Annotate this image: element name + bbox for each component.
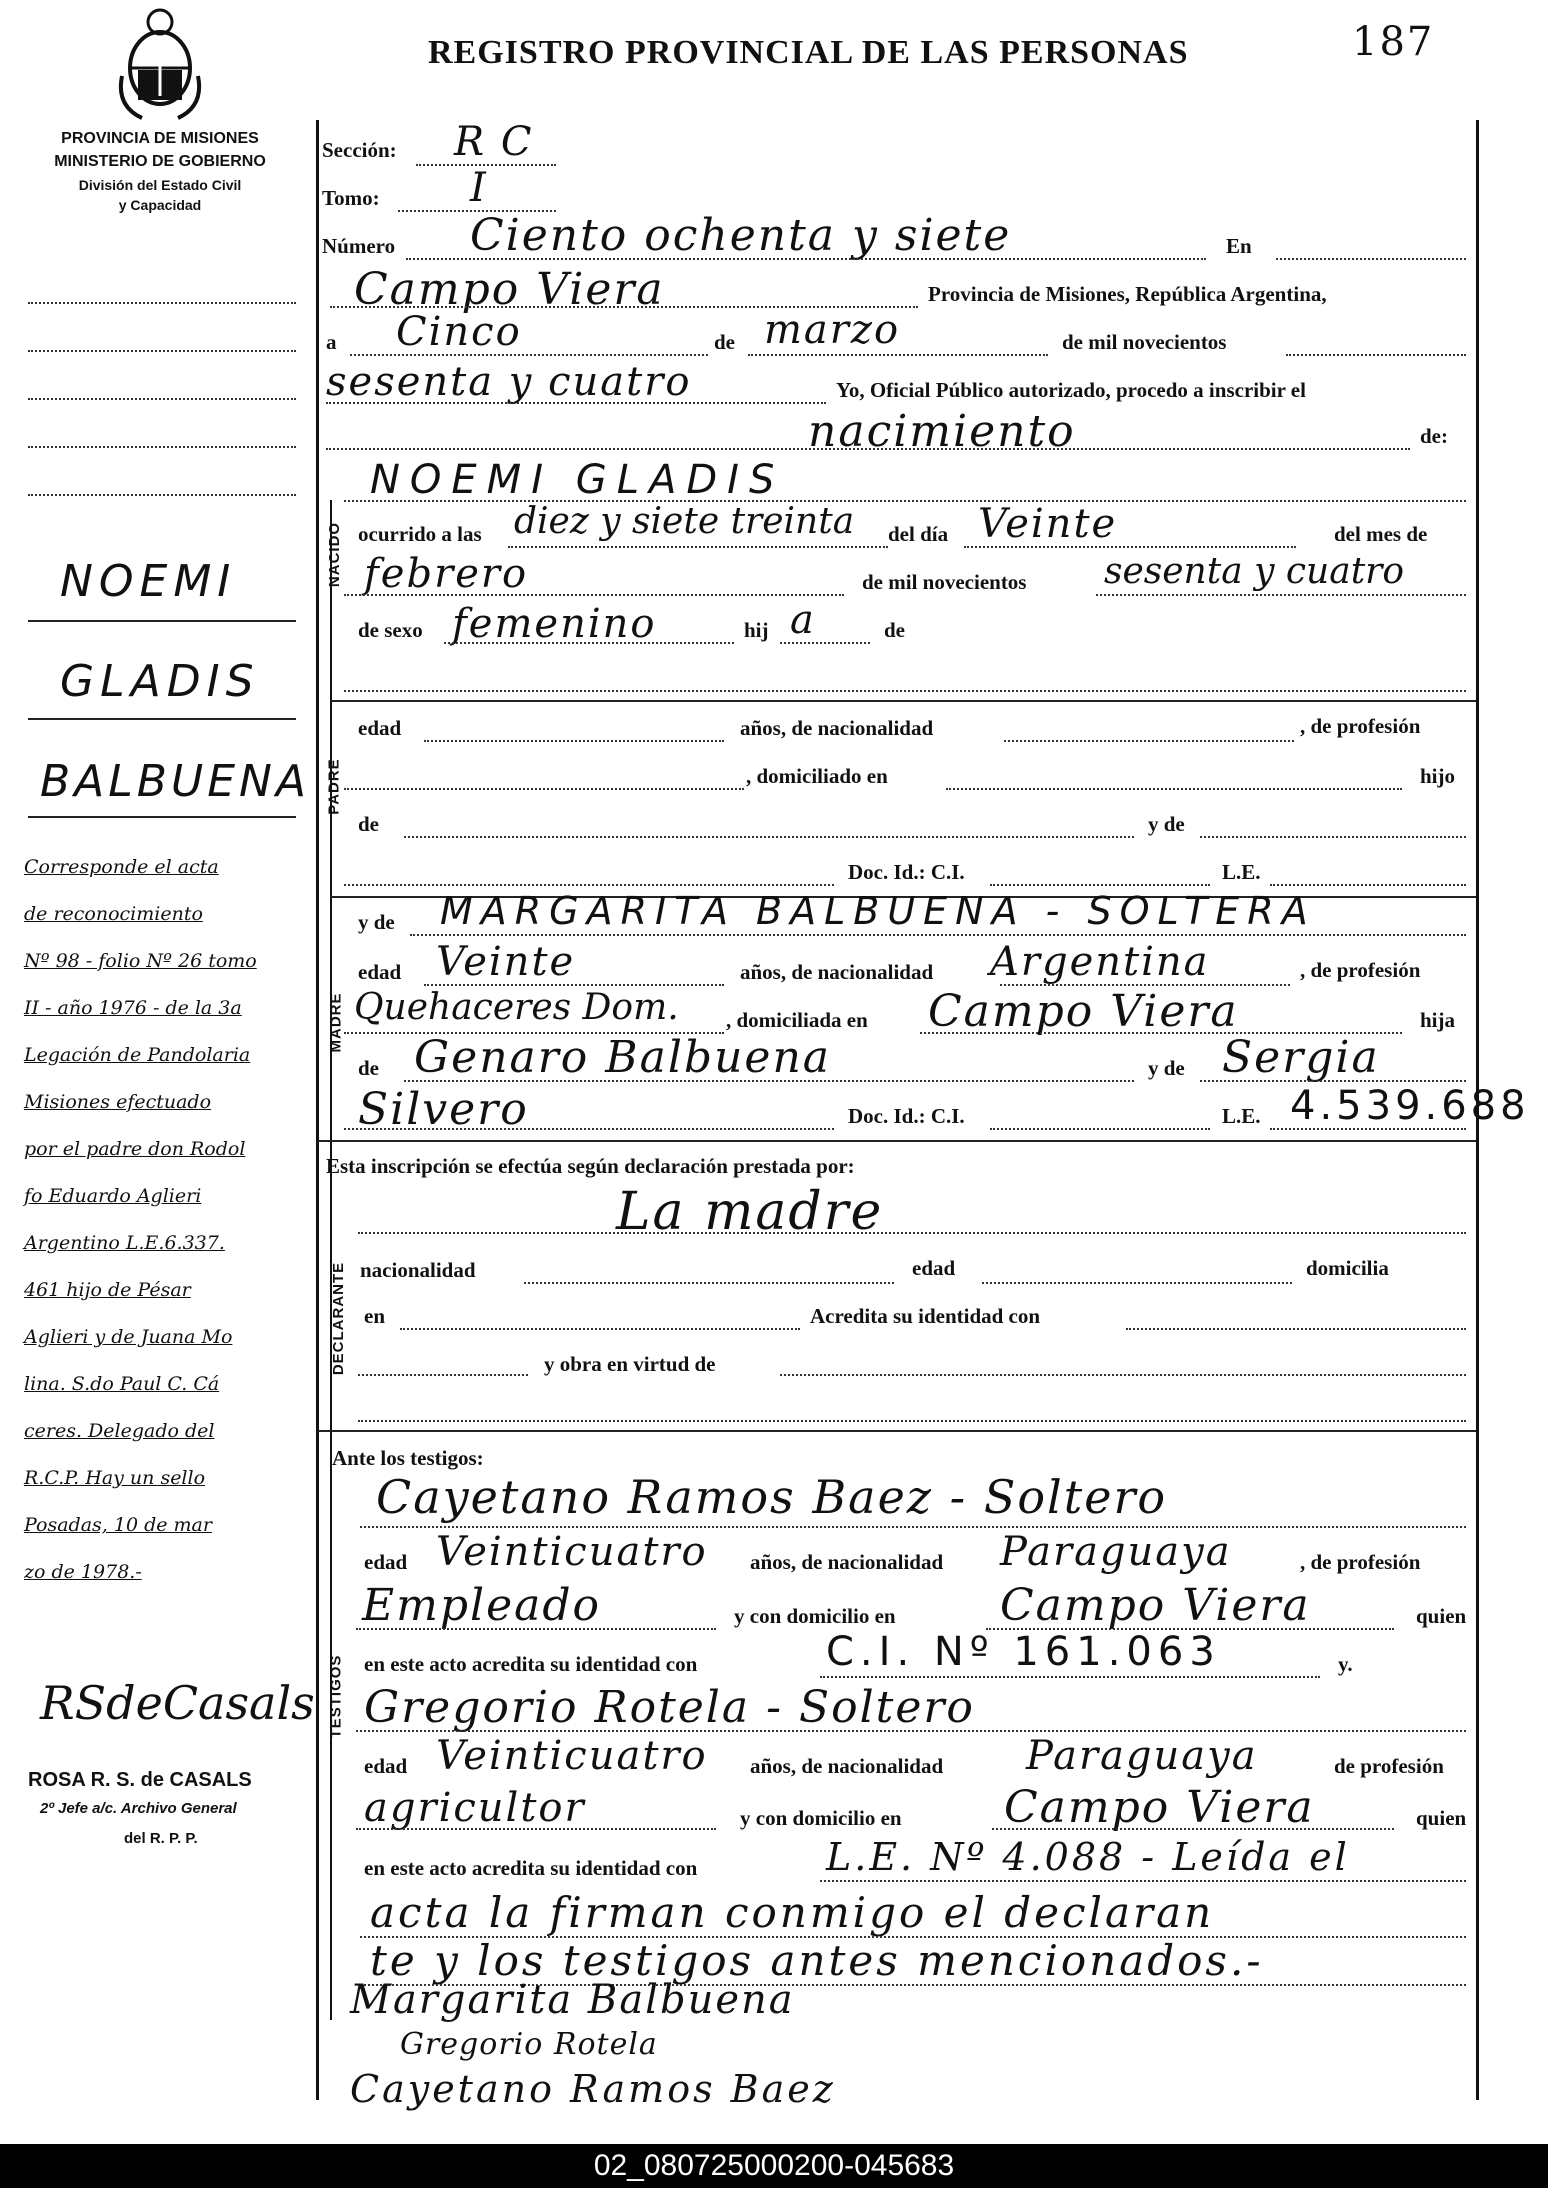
- margin-note-line: zo de 1978.-: [24, 1561, 142, 1583]
- value-numero: Ciento ochenta y siete: [470, 210, 1012, 261]
- label-madre-profesion: , de profesión: [1300, 958, 1421, 982]
- label-t2-profesion: de profesión: [1334, 1754, 1444, 1778]
- label-decl-obra: y obra en virtud de: [544, 1352, 716, 1376]
- value-mes: marzo: [764, 307, 901, 353]
- label-padre-doc: Doc. Id.: C.I.: [848, 860, 965, 884]
- label-testigos: TESTIGOS: [327, 1654, 345, 1739]
- margin-note-line: fo Eduardo Aglieri: [24, 1185, 202, 1207]
- value-testigo2: Gregorio Rotela - Soltero: [364, 1682, 975, 1733]
- signature-madre: Margarita Balbuena: [350, 1977, 795, 2023]
- margin-note-line: Legación de Pandolaria: [24, 1044, 251, 1066]
- value-madre-madre-2: Silvero: [358, 1084, 529, 1135]
- label-inscripcion: Esta inscripción se efectúa según declaración prestada por:: [326, 1154, 855, 1178]
- label-t2-acredita: en este acto acredita su identidad con: [364, 1856, 698, 1880]
- label-provincia: Provincia de Misiones, República Argentina,: [928, 282, 1327, 306]
- stamp-name: ROSA R. S. de CASALS: [28, 1769, 252, 1791]
- label-t1-domicilio: y con domicilio en: [734, 1604, 896, 1628]
- label-en: En: [1226, 234, 1252, 258]
- label-padre-profesion: , de profesión: [1300, 714, 1421, 738]
- value-madre-prof: Quehaceres Dom.: [354, 987, 679, 1028]
- label-del-dia: del día: [888, 522, 949, 546]
- value-madre-le: 4.539.688: [1290, 1083, 1530, 1129]
- margin-note-line: por el padre don Rodol: [24, 1138, 246, 1160]
- label-madre-edad: edad: [358, 960, 402, 984]
- page-number: 187: [1352, 19, 1435, 65]
- label-de-sexo: de sexo: [358, 618, 423, 642]
- value-tomo: I: [470, 165, 488, 211]
- label-t2-domicilio: y con domicilio en: [740, 1806, 902, 1830]
- value-seccion: R C: [454, 119, 534, 165]
- office-line-1: PROVINCIA DE MISIONES: [61, 130, 259, 147]
- stamp-role: 2º Jefe a/c. Archivo General: [40, 1800, 237, 1817]
- value-t2-doc: L.E. Nº 4.088 - Leída el: [826, 1835, 1350, 1879]
- label-seccion: Sección:: [322, 138, 397, 162]
- label-madre-y-de: y de: [358, 910, 395, 934]
- office-line-4: y Capacidad: [118, 197, 202, 213]
- label-hij: hij: [744, 618, 769, 642]
- label-padre: PADRE: [325, 758, 343, 815]
- value-dia-nac: Veinte: [978, 501, 1118, 547]
- value-t1-edad: Veinticuatro: [436, 1529, 708, 1575]
- margin-note-line: Aglieri y de Juana Mo: [24, 1326, 233, 1348]
- margin-given-name-1: NOEMI: [60, 556, 237, 607]
- label-de-colon: de:: [1420, 424, 1448, 448]
- margin-note-line: Posadas, 10 de mar: [24, 1514, 212, 1536]
- value-dia: Cinco: [396, 309, 522, 355]
- value-anio: sesenta y cuatro: [326, 359, 692, 405]
- label-padre-de: de: [358, 812, 379, 836]
- label-padre-edad: edad: [358, 716, 402, 740]
- value-madre-nombre: MARGARITA BALBUENA - SOLTERA: [440, 889, 1316, 933]
- label-madre-de: de: [358, 1056, 379, 1080]
- label-t1-profesion: , de profesión: [1300, 1550, 1421, 1574]
- value-lugar: Campo Viera: [354, 264, 665, 315]
- label-ocurrido: ocurrido a las: [358, 522, 482, 546]
- label-madre-anos: años, de nacionalidad: [740, 960, 934, 984]
- label-numero: Número: [322, 234, 396, 258]
- label-madre-y-de-2: y de: [1148, 1056, 1185, 1080]
- label-declarante: DECLARANTE: [330, 1261, 348, 1376]
- value-t1-dom: Campo Viera: [1000, 1580, 1311, 1631]
- value-t1-doc: C.I. Nº 161.063: [826, 1629, 1221, 1675]
- label-t2-anos: años, de nacionalidad: [750, 1754, 944, 1778]
- margin-surname: BALBUENA: [40, 756, 311, 807]
- label-nacido: NACIDO: [326, 521, 344, 588]
- document-title: REGISTRO PROVINCIAL DE LAS PERSONAS: [428, 34, 1189, 71]
- margin-note-line: Misiones efectuado: [24, 1091, 212, 1113]
- margin-signature: RSdeCasals: [40, 1676, 315, 1730]
- margin-note-line: Corresponde el acta: [24, 856, 219, 878]
- label-t2-edad: edad: [364, 1754, 408, 1778]
- label-madre: MADRE: [327, 992, 345, 1053]
- label-t1-acredita: en este acto acredita su identidad con: [364, 1652, 698, 1676]
- value-testigo1: Cayetano Ramos Baez - Soltero: [376, 1470, 1168, 1524]
- value-tipo: nacimiento: [808, 406, 1076, 457]
- label-t1-y: y.: [1338, 1652, 1353, 1676]
- margin-note-line: II - año 1976 - de la 3a: [24, 997, 242, 1019]
- label-madre-doc: Doc. Id.: C.I.: [848, 1104, 965, 1128]
- value-mes-nac: febrero: [364, 551, 529, 597]
- value-sexo: femenino: [452, 601, 657, 647]
- border-left: [316, 120, 319, 2100]
- label-decl-acredita: Acredita su identidad con: [810, 1304, 1041, 1328]
- value-madre-dom: Campo Viera: [928, 986, 1239, 1037]
- value-t2-edad: Veinticuatro: [436, 1733, 708, 1779]
- label-decl-edad: edad: [912, 1256, 956, 1280]
- label-padre-y-de: y de: [1148, 812, 1185, 836]
- footer-bar: [0, 2144, 1548, 2188]
- signature-testigo-1: Cayetano Ramos Baez: [350, 2067, 836, 2111]
- label-mil-novecientos: de mil novecientos: [1062, 330, 1227, 354]
- office-line-2: MINISTERIO DE GOBIERNO: [54, 153, 266, 170]
- value-closing-1: acta la firman conmigo el declaran: [370, 1888, 1215, 1937]
- label-de-mil: de mil novecientos: [862, 570, 1027, 594]
- margin-given-name-2: GLADIS: [60, 656, 260, 707]
- value-madre-padre: Genaro Balbuena: [414, 1032, 832, 1083]
- label-decl-en: en: [364, 1304, 385, 1328]
- value-declarante: La madre: [616, 1182, 884, 1242]
- coat-of-arms-icon: [112, 6, 208, 124]
- margin-note-line: 461 hijo de Pésar: [24, 1279, 191, 1301]
- value-t1-nac: Paraguaya: [1000, 1529, 1232, 1575]
- value-t1-prof: Empleado: [362, 1580, 602, 1631]
- label-t1-quien: quien: [1416, 1604, 1467, 1628]
- footer-code: 02_080725000200-045683: [593, 2149, 955, 2182]
- margin-note-line: ceres. Delegado del: [24, 1420, 215, 1442]
- label-a: a: [326, 330, 337, 354]
- margin-note-line: Argentino L.E.6.337.: [24, 1232, 225, 1254]
- label-tomo: Tomo:: [322, 186, 380, 210]
- margin-note-line: R.C.P. Hay un sello: [24, 1467, 206, 1489]
- label-padre-le: L.E.: [1222, 860, 1261, 884]
- label-ante: Ante los testigos:: [332, 1446, 484, 1470]
- value-nombre: NOEMI GLADIS: [370, 457, 785, 503]
- value-madre-madre-1: Sergia: [1222, 1032, 1380, 1083]
- margin-note-line: lina. S.do Paul C. Cá: [24, 1373, 220, 1395]
- value-hij-suffix: a: [790, 597, 816, 643]
- label-madre-hija: hija: [1420, 1008, 1456, 1032]
- label-t2-quien: quien: [1416, 1806, 1467, 1830]
- label-t1-edad: edad: [364, 1550, 408, 1574]
- signature-testigo-2: Gregorio Rotela: [400, 2027, 658, 2062]
- value-anio-nac: sesenta y cuatro: [1104, 551, 1405, 592]
- value-madre-nac: Argentina: [990, 939, 1210, 985]
- label-decl-domicilia: domicilia: [1306, 1256, 1389, 1280]
- office-block: [10, 130, 310, 213]
- margin-note-line: de reconocimiento: [24, 903, 203, 925]
- label-padre-hijo: hijo: [1420, 764, 1456, 788]
- label-madre-domiciliada: , domiciliada en: [726, 1008, 868, 1032]
- label-oficial: Yo, Oficial Público autorizado, procedo a inscribir el: [836, 378, 1306, 402]
- value-t2-nac: Paraguaya: [1026, 1733, 1258, 1779]
- office-line-3: División del Estado Civil: [78, 177, 242, 193]
- value-madre-edad: Veinte: [436, 939, 576, 985]
- stamp-extra: del R. P. P.: [124, 1830, 198, 1847]
- value-closing-2: te y los testigos antes mencionados.-: [370, 1936, 1264, 1985]
- margin-note: [24, 858, 257, 1582]
- label-madre-le: L.E.: [1222, 1104, 1261, 1128]
- label-padre-anos: años, de nacionalidad: [740, 716, 934, 740]
- label-decl-nacionalidad: nacionalidad: [360, 1258, 476, 1282]
- value-t2-prof: agricultor: [364, 1785, 586, 1831]
- label-de-hij: de: [884, 618, 905, 642]
- value-hora: diez y siete treinta: [514, 501, 855, 542]
- label-padre-domiciliado: , domiciliado en: [746, 764, 888, 788]
- value-t2-dom: Campo Viera: [1004, 1782, 1315, 1833]
- label-t1-anos: años, de nacionalidad: [750, 1550, 944, 1574]
- label-de-mes: de: [714, 330, 735, 354]
- label-del-mes: del mes de: [1334, 522, 1428, 546]
- margin-note-line: Nº 98 - folio Nº 26 tomo: [24, 950, 257, 972]
